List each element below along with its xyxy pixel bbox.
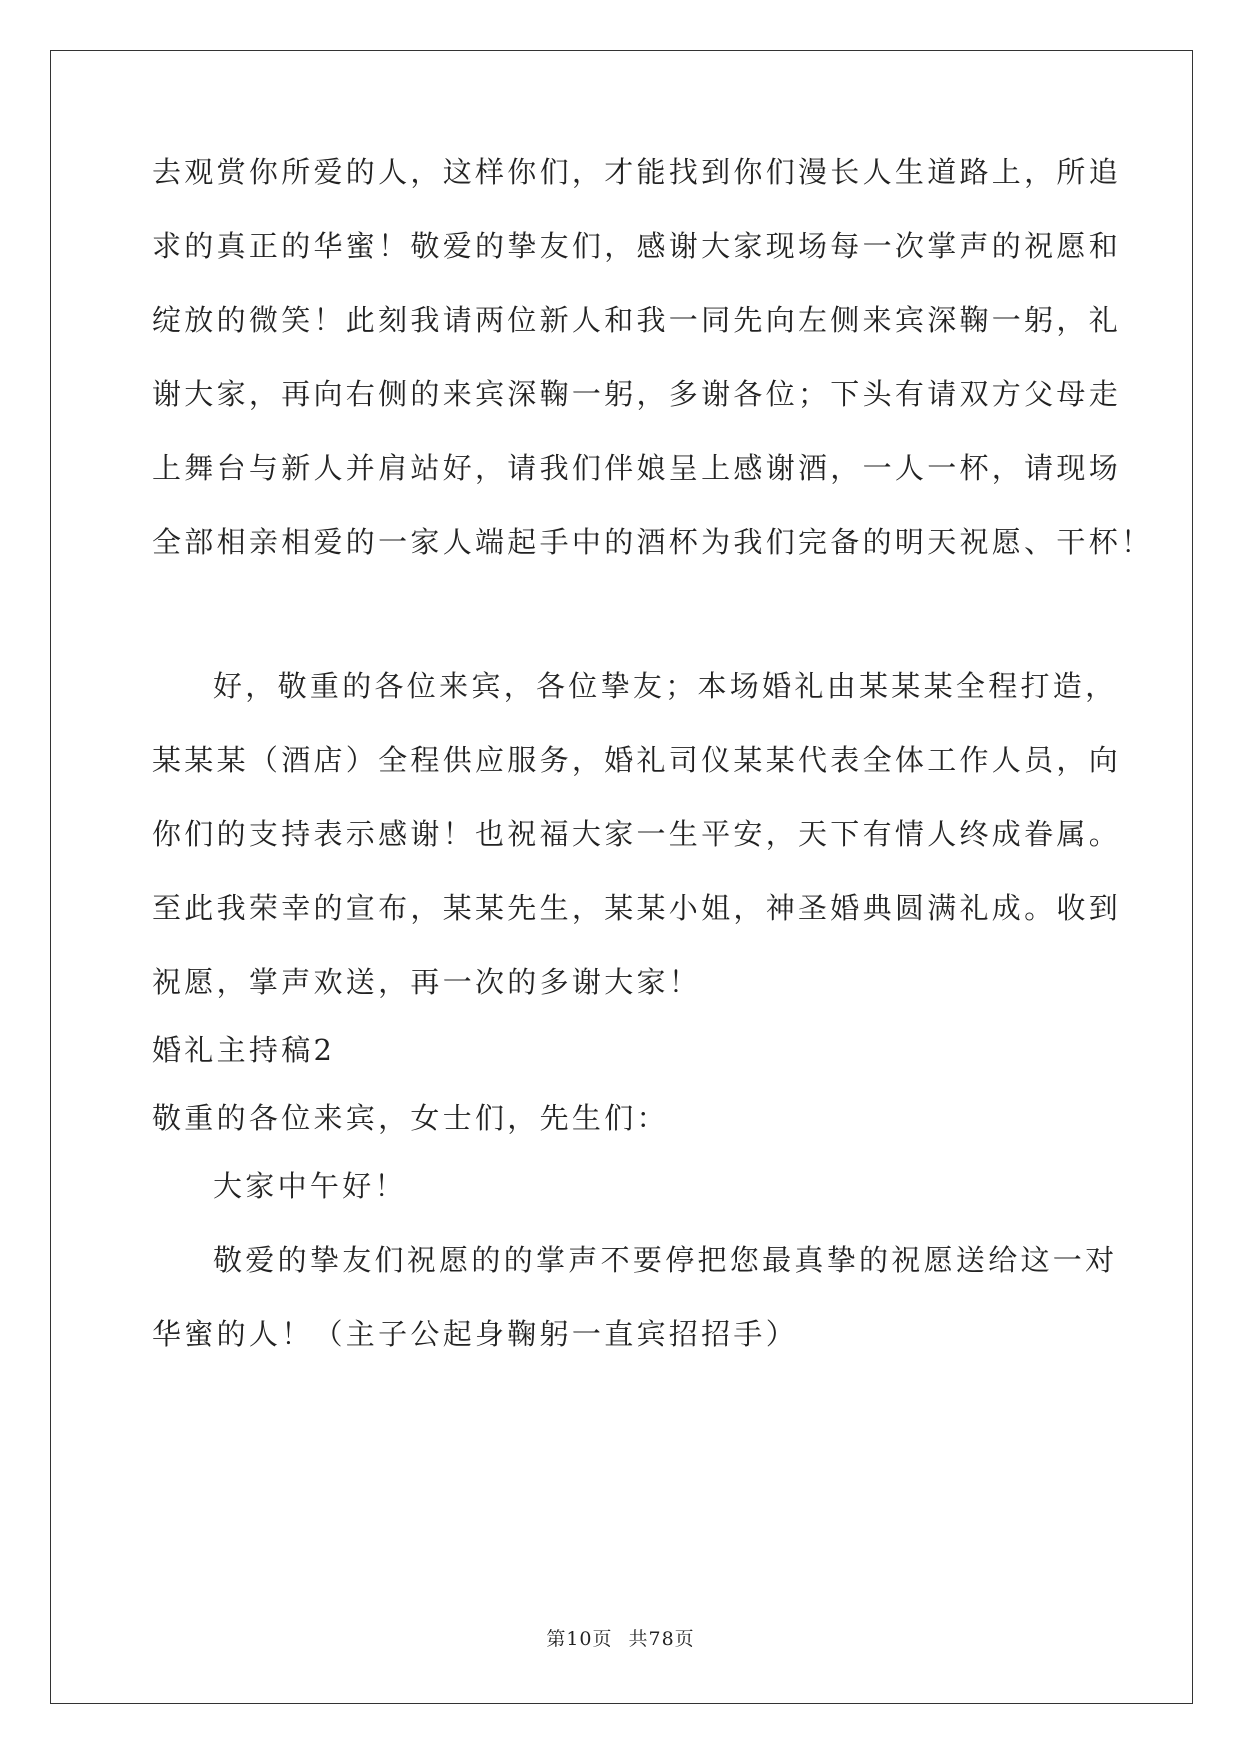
page-footer	[0, 1627, 1241, 1651]
paragraph-line: 好，敬重的各位来宾，各位挚友；本场婚礼由某某某全程打造，	[213, 669, 1118, 703]
paragraph-line: 至此我荣幸的宣布，某某先生，某某小姐，神圣婚典圆满礼成。收到	[152, 891, 1122, 925]
salutation-line: 敬重的各位来宾，女士们，先生们：	[152, 1101, 669, 1135]
section-heading: 婚礼主持稿2	[152, 1033, 336, 1067]
page-total: 共78页	[628, 1628, 695, 1650]
paragraph-line: 全部相亲相爱的一家人端起手中的酒杯为我们完备的明天祝愿、干杯！	[152, 525, 1154, 559]
paragraph-line: 你们的支持表示感谢！也祝福大家一生平安，天下有情人终成眷属。	[152, 817, 1122, 851]
page-number: 第10页	[546, 1628, 613, 1650]
greeting-line: 大家中午好！	[213, 1169, 407, 1203]
paragraph-line: 绽放的微笑！此刻我请两位新人和我一同先向左侧来宾深鞠一躬，礼	[152, 303, 1122, 337]
paragraph-line: 求的真正的华蜜！敬爱的挚友们，感谢大家现场每一次掌声的祝愿和	[152, 229, 1122, 263]
paragraph-line: 华蜜的人！（主子公起身鞠躬一直宾招招手）	[152, 1317, 799, 1351]
paragraph-line: 敬爱的挚友们祝愿的的掌声不要停把您最真挚的祝愿送给这一对	[213, 1243, 1118, 1277]
page-border	[50, 50, 1193, 1704]
paragraph-line: 去观赏你所爱的人，这样你们，才能找到你们漫长人生道路上，所追	[152, 155, 1122, 189]
paragraph-line: 谢大家，再向右侧的来宾深鞠一躬，多谢各位；下头有请双方父母走	[152, 377, 1122, 411]
paragraph-line: 某某某（酒店）全程供应服务，婚礼司仪某某代表全体工作人员，向	[152, 743, 1122, 777]
paragraph-line: 祝愿，掌声欢送，再一次的多谢大家！	[152, 965, 702, 999]
paragraph-line: 上舞台与新人并肩站好，请我们伴娘呈上感谢酒，一人一杯，请现场	[152, 451, 1122, 485]
